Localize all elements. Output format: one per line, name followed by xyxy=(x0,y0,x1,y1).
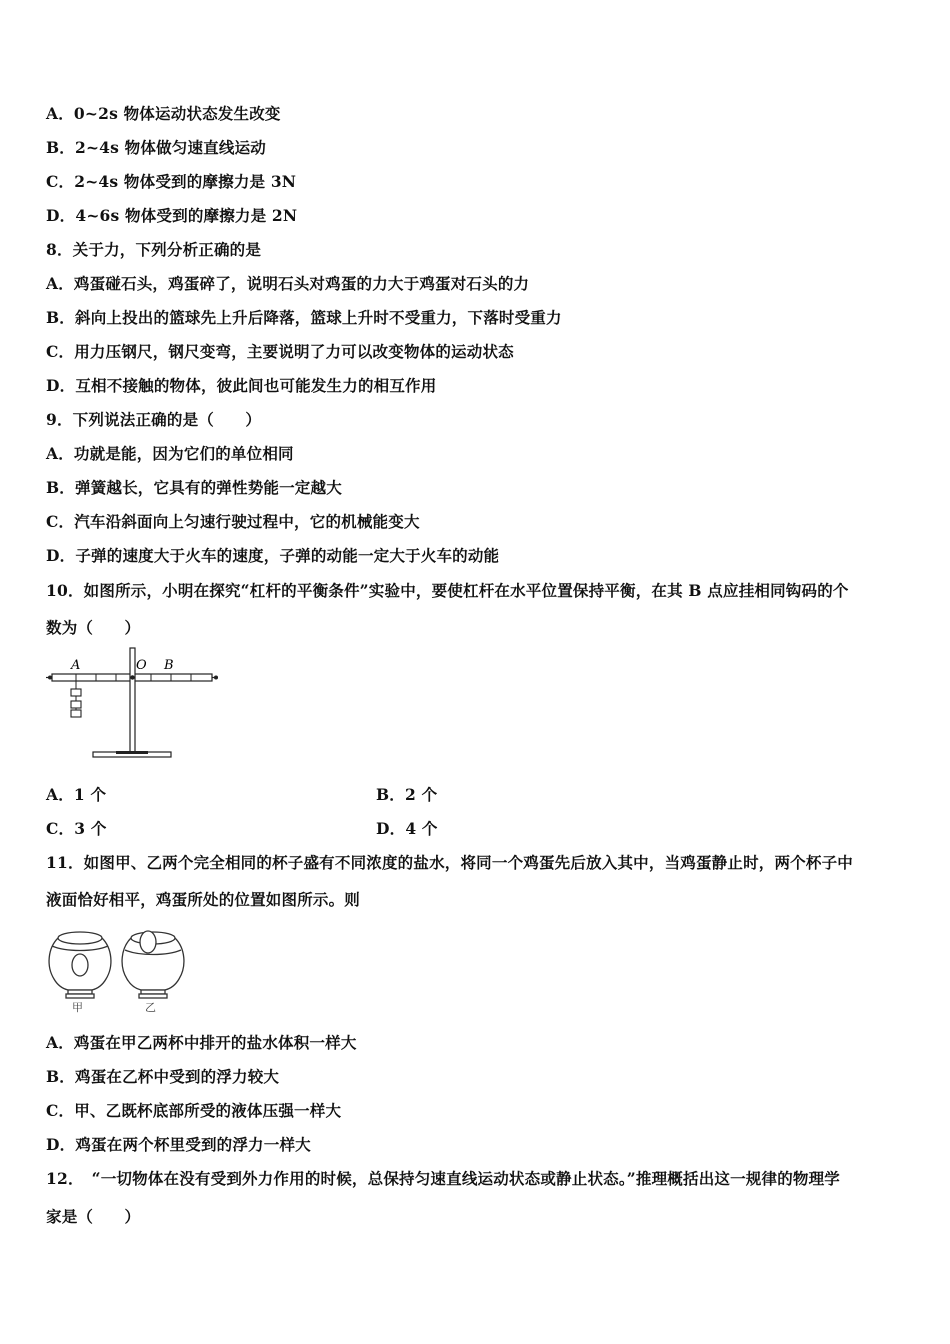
q12-stem-line2: 家是（ ） xyxy=(46,1207,141,1226)
q10-option-b: B．2 个 xyxy=(376,785,438,804)
q10-stem-line2: 数为（ ） xyxy=(46,618,141,637)
q8-option-d: D．互相不接触的物体，彼此间也可能发生力的相互作用 xyxy=(46,376,437,395)
q8-option-c: C．用力压钢尺，钢尺变弯，主要说明了力可以改变物体的运动状态 xyxy=(46,342,514,361)
q7-option-a: A．0~2s 物体运动状态发生改变 xyxy=(46,104,281,123)
q8-stem: 8．关于力，下列分析正确的是 xyxy=(46,240,262,259)
q11-option-c: C．甲、乙既杯底部所受的液体压强一样大 xyxy=(46,1101,342,1120)
q9-option-b: B．弹簧越长，它具有的弹性势能一定越大 xyxy=(46,478,342,497)
q11-option-b: B．鸡蛋在乙杯中受到的浮力较大 xyxy=(46,1067,280,1086)
q8-option-b: B．斜向上投出的篮球先上升后降落，篮球上升时不受重力，下落时受重力 xyxy=(46,308,562,327)
label-o: O xyxy=(136,658,147,673)
q11-stem-line2: 液面恰好相平，鸡蛋所处的位置如图所示。则 xyxy=(46,890,361,909)
label-jia: 甲 xyxy=(72,1001,83,1014)
q7-option-c: C．2~4s 物体受到的摩擦力是 3N xyxy=(46,172,297,191)
q9-stem: 9．下列说法正确的是（ ） xyxy=(46,410,262,429)
q10-option-c: C．3 个 xyxy=(46,819,107,838)
q9-option-a: A．功就是能，因为它们的单位相同 xyxy=(46,444,294,463)
q7-option-d: D．4~6s 物体受到的摩擦力是 2N xyxy=(46,206,298,225)
label-yi: 乙 xyxy=(145,1001,156,1014)
label-b: B xyxy=(164,658,174,673)
q8-option-a: A．鸡蛋碰石头，鸡蛋碎了，说明石头对鸡蛋的力大于鸡蛋对石头的力 xyxy=(46,274,530,293)
label-a: A xyxy=(71,658,81,673)
q10-option-d: D．4 个 xyxy=(376,819,438,838)
q9-option-d: D．子弹的速度大于火车的速度，子弹的动能一定大于火车的动能 xyxy=(46,546,500,565)
q10-option-a: A．1 个 xyxy=(46,785,107,804)
q11-stem-line1: 11．如图甲、乙两个完全相同的杯子盛有不同浓度的盐水，将同一个鸡蛋先后放入其中，当鸡蛋静止时，两个杯子中 xyxy=(46,853,853,872)
q7-option-b: B．2~4s 物体做匀速直线运动 xyxy=(46,138,266,157)
q9-option-c: C．汽车沿斜面向上匀速行驶过程中，它的机械能变大 xyxy=(46,512,420,531)
q11-option-a: A．鸡蛋在甲乙两杯中排开的盐水体积一样大 xyxy=(46,1033,357,1052)
lever-figure xyxy=(46,645,221,767)
q11-option-d: D．鸡蛋在两个杯里受到的浮力一样大 xyxy=(46,1135,311,1154)
q10-stem-line1: 10．如图所示，小明在探究“杠杆的平衡条件”实验中，要使杠杆在水平位置保持平衡，在其 B 点应挂相同钩码的个 xyxy=(46,581,849,600)
cups-figure xyxy=(46,924,196,1014)
q12-stem-line1: 12． “一切物体在没有受到外力作用的时候，总保持匀速直线运动状态或静止状态。”推理概括出这一规律的物理学 xyxy=(46,1169,841,1188)
